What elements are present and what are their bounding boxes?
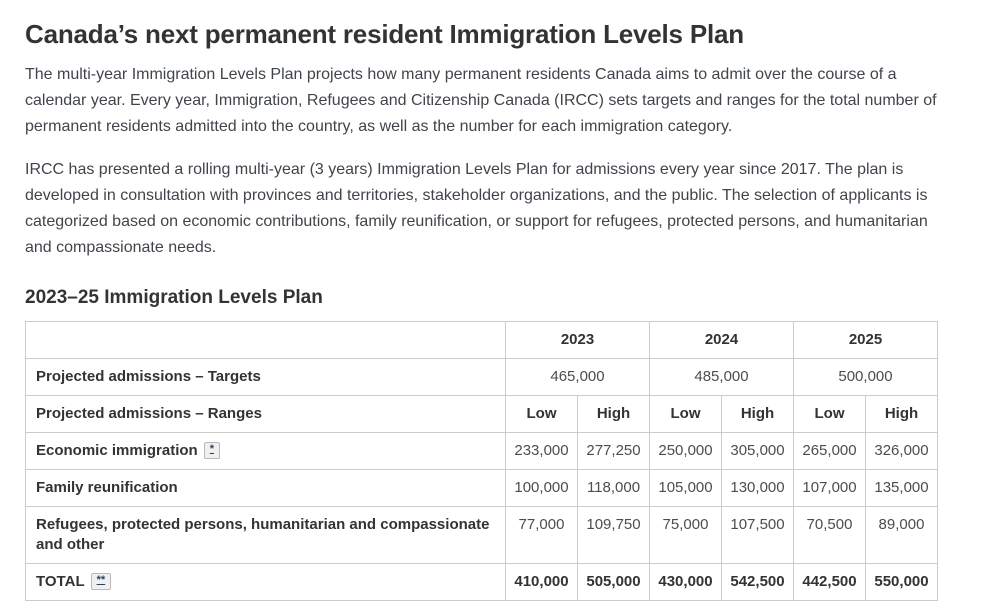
economic-2023-low: 233,000 [506, 432, 578, 469]
footnote-button-economic[interactable]: * [204, 442, 220, 459]
refugees-2024-high: 107,500 [722, 506, 794, 563]
article [25, 0, 937, 601]
targets-row-label: Projected admissions – Targets [26, 358, 506, 395]
corner-empty-cell [26, 321, 506, 358]
target-2025: 500,000 [794, 358, 938, 395]
refugees-2025-low: 70,500 [794, 506, 866, 563]
target-2023: 465,000 [506, 358, 650, 395]
range-header-2023-high: High [578, 395, 650, 432]
year-header-2024: 2024 [650, 321, 794, 358]
total-2025-low: 442,500 [794, 563, 866, 600]
family-2023-low: 100,000 [506, 469, 578, 506]
section-heading: 2023–25 Immigration Levels Plan [25, 286, 323, 308]
table-row-ranges [26, 395, 938, 432]
range-header-2025-high: High [866, 395, 938, 432]
total-2024-high: 542,500 [722, 563, 794, 600]
family-2025-high: 135,000 [866, 469, 938, 506]
range-header-2024-low: Low [650, 395, 722, 432]
footnote-button-total[interactable]: ** [91, 573, 112, 590]
year-header-2023: 2023 [506, 321, 650, 358]
family-2024-high: 130,000 [722, 469, 794, 506]
refugees-2023-low: 77,000 [506, 506, 578, 563]
range-header-2025-low: Low [794, 395, 866, 432]
total-2023-high: 505,000 [578, 563, 650, 600]
immigration-levels-table [25, 321, 938, 601]
economic-2024-high: 305,000 [722, 432, 794, 469]
refugees-2025-high: 89,000 [866, 506, 938, 563]
total-2023-low: 410,000 [506, 563, 578, 600]
total-row-label: TOTAL [36, 572, 85, 590]
family-row-label: Family reunification [26, 469, 506, 506]
economic-2025-high: 326,000 [866, 432, 938, 469]
economic-2024-low: 250,000 [650, 432, 722, 469]
ranges-row-label: Projected admissions – Ranges [26, 395, 506, 432]
intro-paragraph-1: The multi-year Immigration Levels Plan projects how many permanent residents Canada aims to admit over the course of a calendar year. Every year, Immigration, Refugees and Citizenship Canada (IRCC) sets targets and ranges for the total number of permanent residents admitted into the country, as well as the number for each immigration category. [25, 65, 937, 135]
refugees-2023-high: 109,750 [578, 506, 650, 563]
economic-row-label-cell [26, 432, 506, 469]
year-header-2025: 2025 [794, 321, 938, 358]
total-2024-low: 430,000 [650, 563, 722, 600]
refugees-row-label: Refugees, protected persons, humanitarian and compassionate and other [26, 506, 506, 563]
economic-2025-low: 265,000 [794, 432, 866, 469]
range-header-2023-low: Low [506, 395, 578, 432]
range-header-2024-high: High [722, 395, 794, 432]
table-row-family [26, 469, 938, 506]
table-row-refugees [26, 506, 938, 563]
target-2024: 485,000 [650, 358, 794, 395]
economic-row-label: Economic immigration [36, 441, 198, 459]
total-2025-high: 550,000 [866, 563, 938, 600]
intro-paragraph-2: IRCC has presented a rolling multi-year (3 years) Immigration Levels Plan for admissions every year since 2017. The plan is developed in consultation with provinces and territories, stakeholder organizations, and the public. The selection of applicants is categorized based on economic contributions, family reunification, or support for refugees, protected persons, and humanitarian and compassionate needs. [25, 160, 928, 256]
table-row-years [26, 321, 938, 358]
family-2023-high: 118,000 [578, 469, 650, 506]
family-2024-low: 105,000 [650, 469, 722, 506]
table-row-targets [26, 358, 938, 395]
table-row-total [26, 563, 938, 600]
family-2025-low: 107,000 [794, 469, 866, 506]
economic-2023-high: 277,250 [578, 432, 650, 469]
page-title: Canada’s next permanent resident Immigration Levels Plan [25, 19, 744, 49]
total-row-label-cell [26, 563, 506, 600]
table-row-economic [26, 432, 938, 469]
refugees-2024-low: 75,000 [650, 506, 722, 563]
